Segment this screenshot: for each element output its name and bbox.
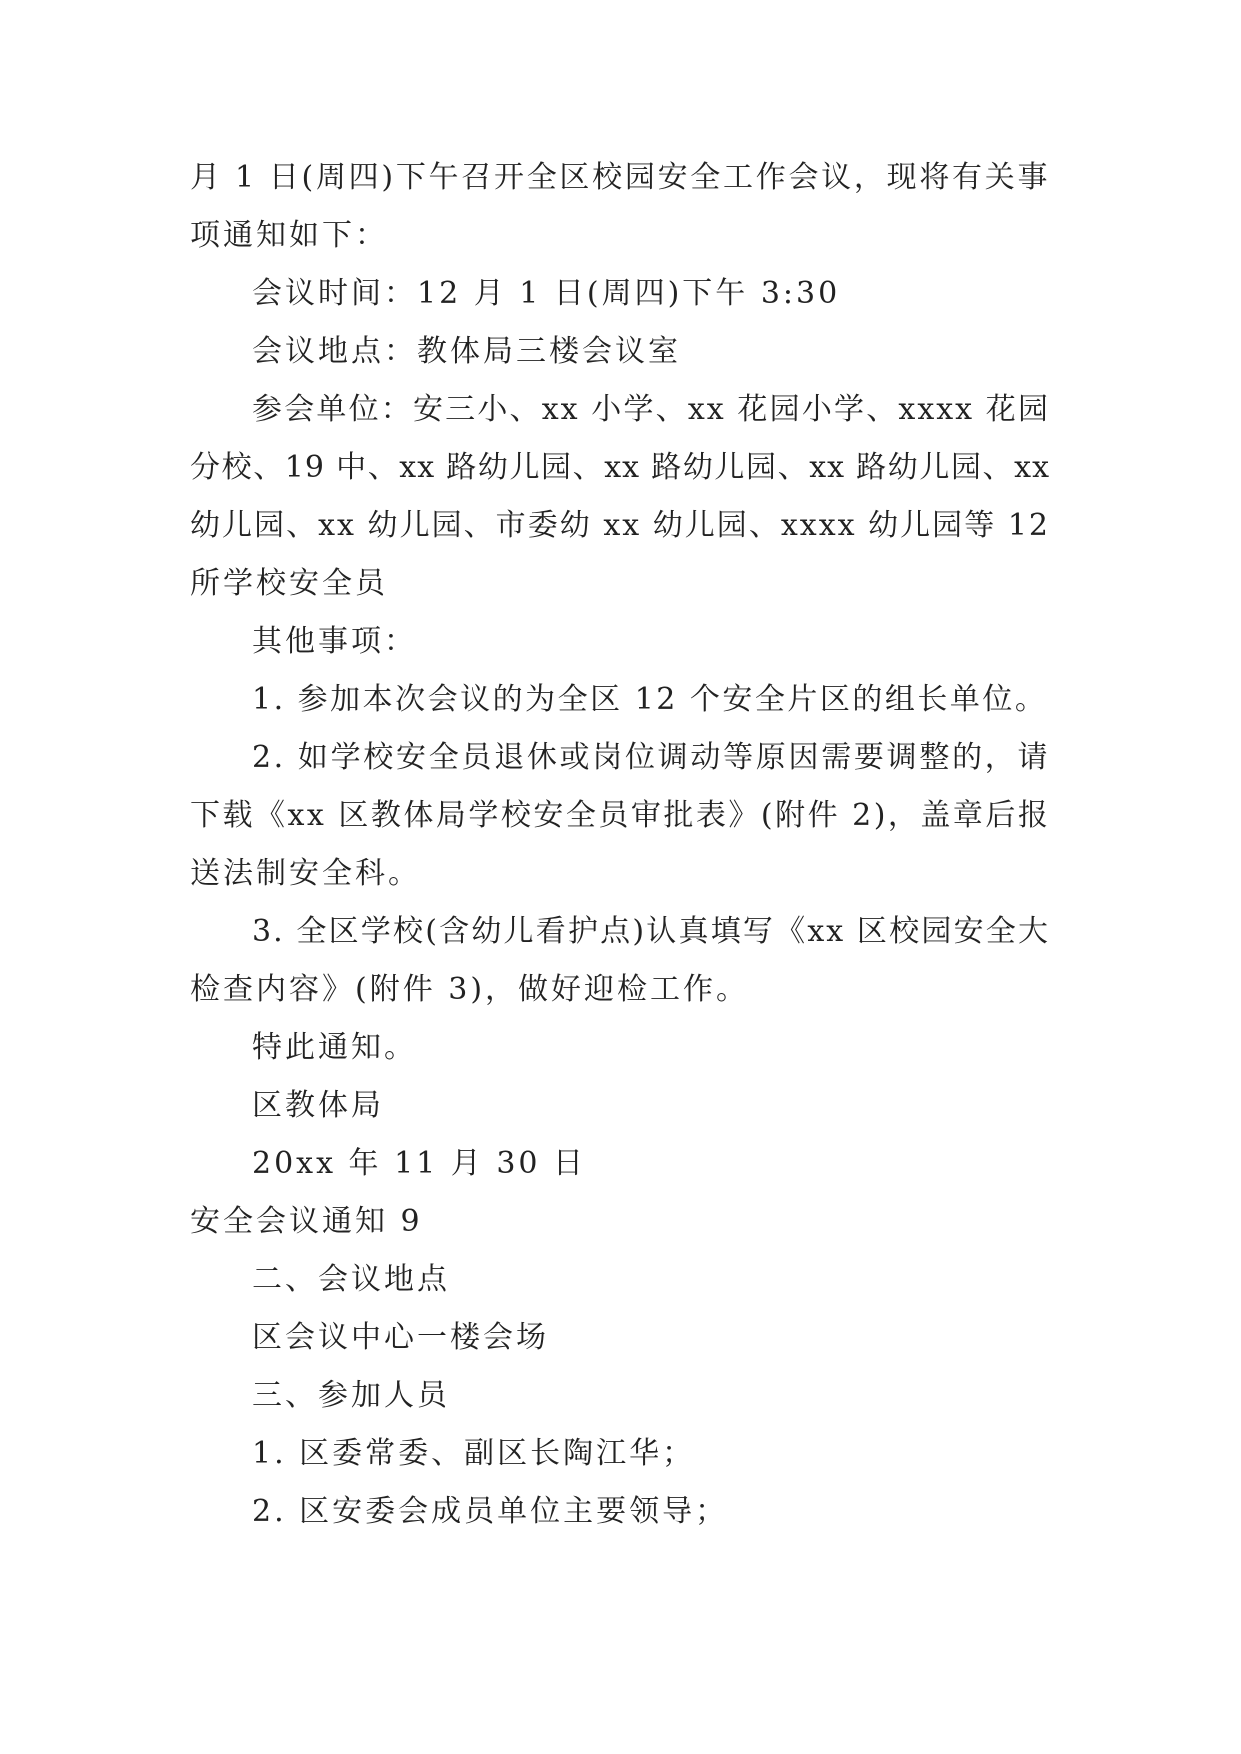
body-line: 分校、19 中、xx 路幼儿园、xx 路幼儿园、xx 路幼儿园、xx bbox=[190, 450, 1050, 485]
body-line: 月 1 日(周四)下午召开全区校园安全工作会议，现将有关事 bbox=[190, 160, 1050, 195]
body-line: 所学校安全员 bbox=[190, 566, 388, 601]
list-item: 2. 如学校安全员退休或岗位调动等原因需要调整的，请 bbox=[252, 740, 1050, 775]
list-item: 1. 参加本次会议的为全区 12 个安全片区的组长单位。 bbox=[252, 682, 1048, 717]
body-line: 送法制安全科。 bbox=[190, 856, 421, 891]
list-item: 1. 区委常委、副区长陶江华； bbox=[252, 1436, 696, 1471]
body-line: 项通知如下： bbox=[190, 218, 388, 253]
list-item: 3. 全区学校(含幼儿看护点)认真填写《xx 区校园安全大 bbox=[252, 914, 1050, 949]
list-item: 2. 区安委会成员单位主要领导； bbox=[252, 1494, 729, 1529]
issuer: 区教体局 bbox=[252, 1088, 384, 1123]
section-heading: 二、会议地点 bbox=[252, 1262, 450, 1297]
section-title: 安全会议通知 9 bbox=[190, 1204, 423, 1239]
body-line: 下载《xx 区教体局学校安全员审批表》(附件 2)，盖章后报 bbox=[190, 798, 1051, 833]
issue-date: 20xx 年 11 月 30 日 bbox=[252, 1146, 587, 1181]
document-page bbox=[190, 158, 1050, 1550]
meeting-time: 会议时间：12 月 1 日(周四)下午 3:30 bbox=[252, 276, 841, 311]
body-line: 幼儿园、xx 幼儿园、市委幼 xx 幼儿园、xxxx 幼儿园等 12 bbox=[190, 508, 1050, 543]
attending-units: 参会单位：安三小、xx 小学、xx 花园小学、xxxx 花园 bbox=[252, 392, 1050, 427]
section-heading: 三、参加人员 bbox=[252, 1378, 450, 1413]
venue: 区会议中心一楼会场 bbox=[252, 1320, 549, 1355]
closing-note: 特此通知。 bbox=[252, 1030, 417, 1065]
body-line: 检查内容》(附件 3)，做好迎检工作。 bbox=[190, 972, 750, 1007]
other-matters-heading: 其他事项： bbox=[252, 624, 417, 659]
meeting-location: 会议地点：教体局三楼会议室 bbox=[252, 334, 681, 369]
